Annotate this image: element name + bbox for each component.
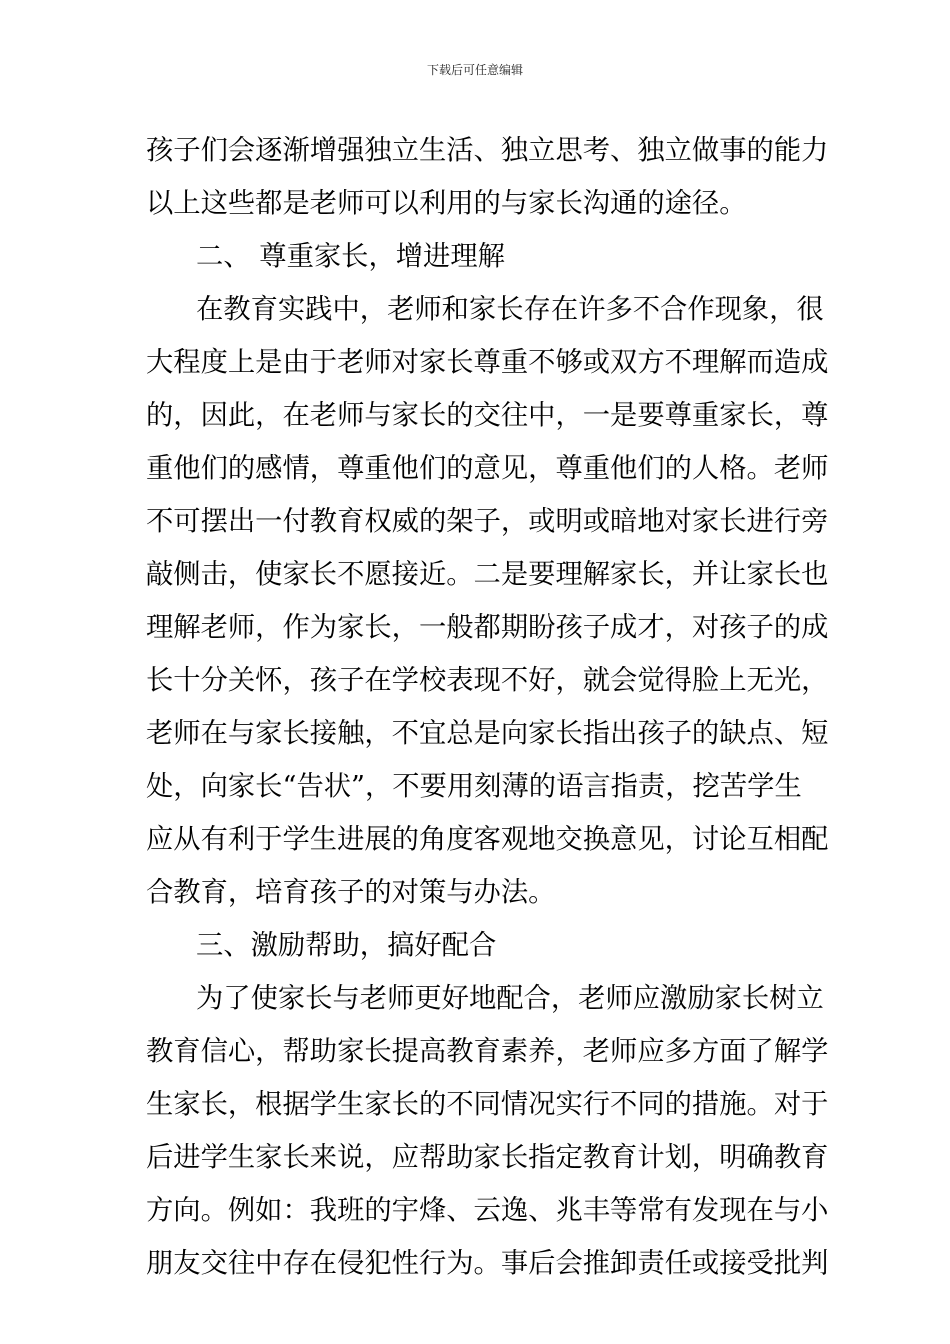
text-line: 生家长，根据学生家长的不同情况实行不同的措施。对于 (146, 1089, 829, 1120)
text-line: 敲侧击，使家长不愿接近。二是要理解家长，并让家长也 (146, 559, 829, 590)
text-line: 以上这些都是老师可以利用的与家长沟通的途径。 (146, 188, 747, 219)
text-line: 不可摆出一付教育权威的架子，或明或暗地对家长进行旁 (146, 506, 829, 537)
section-heading: 二、 尊重家长，增进理解 (196, 241, 505, 272)
paragraph-start-line: 在教育实践中，老师和家长存在许多不合作现象，很 (196, 294, 824, 325)
text-line: 教育信心，帮助家长提高教育素养，老师应多方面了解学 (146, 1036, 829, 1067)
text-line: 大程度上是由于老师对家长尊重不够或双方不理解而造成 (146, 347, 829, 378)
text-line: 后进学生家长来说，应帮助家长指定教育计划，明确教育 (146, 1142, 829, 1173)
page-header: 下载后可任意编辑 (426, 63, 523, 77)
text-line: 理解老师，作为家长，一般都期盼孩子成才，对孩子的成 (146, 612, 829, 643)
text-line: 合教育，培育孩子的对策与办法。 (146, 877, 556, 908)
text-line: 方向。例如：我班的宇烽、云逸、兆丰等常有发现在与小 (146, 1195, 829, 1226)
text-line: 应从有利于学生进展的角度客观地交换意见，讨论互相配 (146, 824, 829, 855)
text-line: 处，向家长“告状”，不要用刻薄的语言指责，挖苦学生 (146, 771, 802, 802)
text-line: 孩子们会逐渐增强独立生活、独立思考、独立做事的能力 (146, 135, 829, 166)
section-heading: 三、激励帮助，搞好配合 (196, 930, 497, 961)
paragraph-start-line: 为了使家长与老师更好地配合，老师应激励家长树立 (196, 983, 824, 1014)
text-line: 重他们的感情，尊重他们的意见，尊重他们的人格。老师 (146, 453, 829, 484)
text-line: 老师在与家长接触，不宜总是向家长指出孩子的缺点、短 (146, 718, 829, 749)
text-line: 的，因此，在老师与家长的交往中，一是要尊重家长，尊 (146, 400, 829, 431)
text-line: 长十分关怀，孩子在学校表现不好，就会觉得脸上无光， (146, 665, 829, 696)
document-body (146, 124, 829, 1290)
text-line: 朋友交往中存在侵犯性行为。事后会推卸责任或接受批判 (146, 1248, 829, 1279)
